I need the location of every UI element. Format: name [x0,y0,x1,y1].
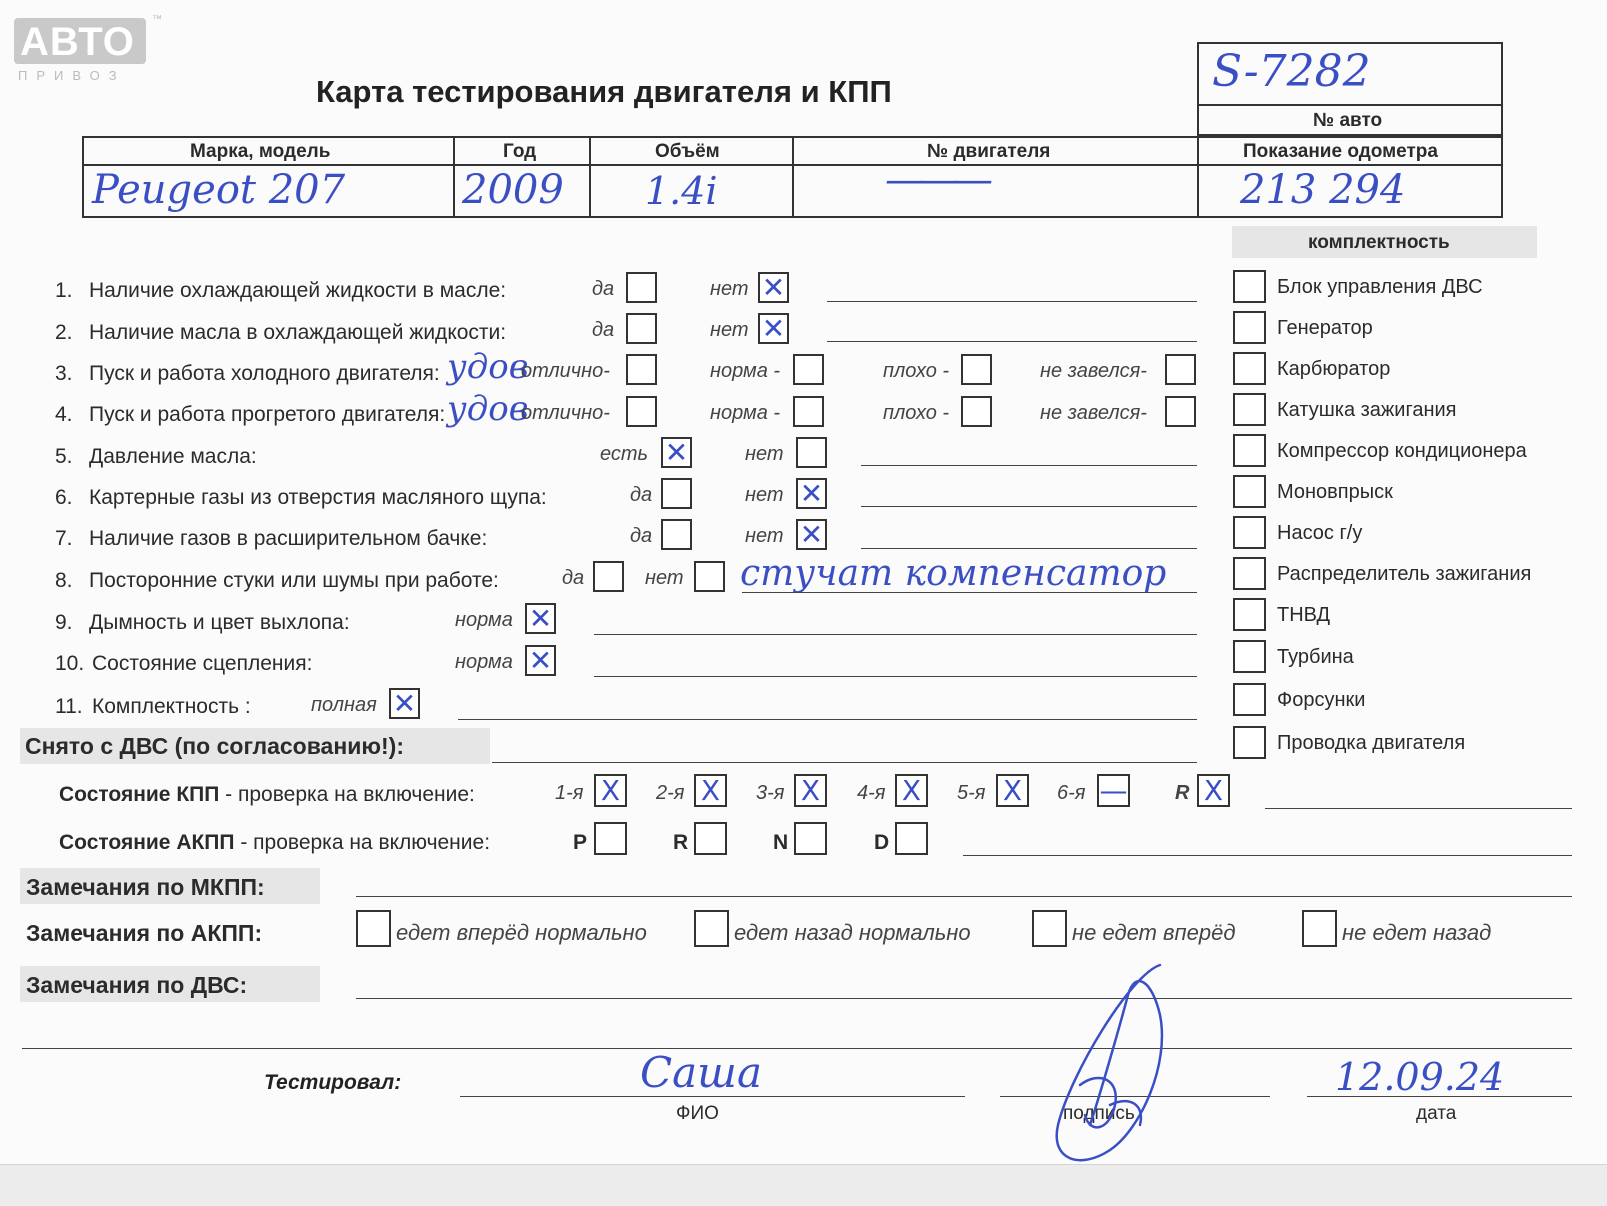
check-mark: X [700,773,721,807]
logo-brand: АВТО [20,20,135,64]
checkbox-akpp-p[interactable] [594,822,627,855]
row-label: Пуск и работа холодного двигателя: [89,362,440,385]
completeness-item: Проводка двигателя [1277,732,1466,754]
fio-line [460,1096,965,1097]
checkbox-injectors[interactable] [1233,683,1266,716]
option-no-label: нет [710,319,749,341]
option-not-started-label: не завелся- [1040,402,1147,424]
checkbox-gear-1[interactable] [594,774,627,807]
gear-label: 1-я [555,782,584,804]
remarks-mkpp-label: Замечания по МКПП: [26,874,265,900]
remarks-extra-line [22,1048,1572,1049]
row2-write-line [827,341,1197,342]
check-mark: ✕ [761,270,786,304]
date-value: 12.09.24 [1335,1055,1505,1099]
akpp-option-label: не едет вперёд [1072,920,1236,945]
completeness-item: Насос г/у [1277,522,1363,544]
row-number: 1. [55,279,73,302]
option-yes-label: есть [600,443,649,465]
checkbox-gear-2[interactable] [694,774,727,807]
row11-write-line [458,719,1197,720]
check-mark: X [1203,773,1224,807]
row-label: Наличие охлаждающей жидкости в масле: [89,279,507,302]
header-label-engine-no: № двигателя [927,141,1051,162]
option-normal-label: норма - [710,402,781,424]
check-mark: ✕ [761,311,786,345]
option-yes-label: да [592,278,615,300]
row8-handwritten-note: стучат компенсатор [740,553,1167,594]
row-number: 8. [55,569,73,592]
signature-label: подпись [1063,1103,1135,1124]
checkbox-row2-no[interactable] [758,313,789,344]
header-col-divider [453,136,455,218]
check-mark: ✕ [799,476,824,510]
row10-write-line [594,676,1197,677]
remarks-dvs-line [356,998,1572,999]
checkbox-distributor[interactable] [1233,557,1266,590]
gear-label: 3-я [756,782,785,804]
row-number: 9. [55,611,73,634]
remarks-akpp-label: Замечания по АКПП: [26,920,263,946]
checkbox-gear-4[interactable] [895,774,928,807]
gear-label: 2-я [656,782,685,804]
akpp-label [59,831,490,855]
option-normal-label: норма [455,651,513,673]
checkbox-carburetor[interactable] [1233,352,1266,385]
checkbox-row7-no[interactable] [796,519,827,550]
akpp-label-bold: Состояние АКПП [59,831,235,854]
row-label: Наличие масла в охлаждающей жидкости: [89,321,507,344]
option-excellent-label: отлично- [521,402,610,424]
checkbox-row10-normal[interactable] [525,645,556,676]
tester-name-value: Саша [640,1048,763,1097]
checkbox-akpp-no-reverse[interactable] [1302,910,1337,947]
logo [14,14,162,83]
checkbox-row11-full[interactable] [389,688,420,719]
akpp-position-label: P [573,831,588,854]
check-mark: X [800,773,821,807]
kpp-write-line [1265,808,1572,809]
completeness-item: Моновпрыск [1277,481,1393,503]
header-label-make-model: Марка, модель [190,141,331,162]
checkbox-turbine[interactable] [1233,640,1266,673]
option-no-label: нет [745,443,784,465]
akpp-label-rest: - проверка на включение: [234,831,491,854]
option-yes-label: да [630,525,653,547]
completeness-item: Блок управления ДВС [1277,276,1483,298]
checkbox-akpp-d[interactable] [895,822,928,855]
header-value-make-model: Peugeot 207 [92,167,346,213]
check-mark: ✕ [664,435,689,469]
row7-write-line [861,548,1197,549]
row-number: 2. [55,321,73,344]
checkbox-row1-yes[interactable] [626,272,657,303]
checkbox-gear-5[interactable] [996,774,1029,807]
check-mark: ✕ [528,643,553,677]
page-title: Карта тестирования двигателя и КПП [316,74,892,109]
checkbox-row4-not-started[interactable] [1165,396,1196,427]
check-mark: ✕ [392,686,417,720]
row-number: 10. [55,652,85,675]
date-label: дата [1416,1103,1457,1124]
row1-write-line [827,301,1197,302]
checkbox-akpp-no-forward[interactable] [1032,910,1067,947]
checkbox-akpp-forward-ok[interactable] [356,910,391,947]
checkbox-fuel-pump[interactable] [1233,598,1266,631]
row9-write-line [594,634,1197,635]
checkbox-power-steering-pump[interactable] [1233,516,1266,549]
row8-write-line [742,592,1197,593]
header-value-volume: 1.4i [645,169,718,213]
option-yes-label: да [630,484,653,506]
option-no-label: нет [645,567,684,589]
car-number-value: S-7282 [1212,46,1371,97]
header-col-divider [589,136,591,218]
gear-label: 6-я [1057,782,1086,804]
completeness-item: Генератор [1277,317,1373,339]
akpp-write-line [963,855,1572,856]
completeness-item: Компрессор кондиционера [1277,440,1527,462]
checkbox-row3-excellent[interactable] [626,354,657,385]
option-excellent-label: отлично- [521,360,610,382]
header-value-year: 2009 [462,167,564,213]
header-col-divider [792,136,794,218]
checkbox-row9-normal[interactable] [525,603,556,634]
header-label-odometer: Показание одометра [1243,141,1438,162]
row-label: Состояние сцепления: [92,652,313,675]
checkbox-ac-compressor[interactable] [1233,434,1266,467]
row3-handwritten-note: удов [447,347,529,387]
option-no-label: нет [710,278,749,300]
row5-write-line [861,465,1197,466]
logo-tm: ™ [152,14,162,25]
completeness-item: Катушка зажигания [1277,399,1457,421]
akpp-position-label: N [773,831,789,854]
date-line [1307,1096,1572,1097]
checkbox-gear-6[interactable] [1097,774,1130,807]
option-not-started-label: не завелся- [1040,360,1147,382]
completeness-item: Форсунки [1277,689,1366,711]
checkbox-row6-yes[interactable] [661,478,692,509]
completeness-title: комплектность [1308,232,1450,253]
check-mark: ✕ [799,517,824,551]
header-col-divider [1197,136,1199,218]
completeness-item: ТНВД [1277,604,1331,626]
header-label-volume: Объём [655,141,720,162]
completeness-item: Распределитель зажигания [1277,563,1532,585]
row-number: 3. [55,362,73,385]
checkbox-row8-no[interactable] [694,561,725,592]
check-mark: X [600,773,621,807]
option-no-label: нет [745,525,784,547]
handwritten-signature [1040,955,1200,1175]
checkbox-engine-wiring[interactable] [1233,726,1266,759]
completeness-item: Карбюратор [1277,358,1391,380]
checkbox-akpp-n[interactable] [794,822,827,855]
row4-handwritten-note: удов [447,389,529,429]
checkbox-row4-normal[interactable] [793,396,824,427]
kpp-label-bold: Состояние КПП [59,783,220,806]
checkbox-ignition-coil[interactable] [1233,393,1266,426]
checkbox-row3-normal[interactable] [793,354,824,385]
logo-sub: ПРИВОЗ [18,68,126,83]
remarks-dvs-label: Замечания по ДВС: [26,972,248,998]
akpp-option-label: едет назад нормально [734,920,971,945]
row-number: 5. [55,445,73,468]
akpp-position-label: D [874,831,890,854]
option-bad-label: плохо - [883,360,950,382]
header-label-year: Год [503,141,537,162]
fio-label: ФИО [676,1103,719,1124]
option-yes-label: да [592,319,615,341]
check-mark: — [1099,773,1128,807]
row-label: Посторонние стуки или шумы при работе: [89,569,499,592]
checkbox-gear-3[interactable] [794,774,827,807]
row-label: Комплектность : [92,695,251,718]
gear-label: 5-я [957,782,986,804]
row6-write-line [861,506,1197,507]
remarks-mkpp-line [356,896,1572,897]
row-number: 7. [55,527,73,550]
checkbox-akpp-r[interactable] [694,822,727,855]
option-normal-label: норма [455,609,513,631]
car-number-divider [1197,104,1503,106]
checkbox-row5-no[interactable] [796,437,827,468]
checkbox-row5-yes[interactable] [661,437,692,468]
header-value-odometer: 213 294 [1240,167,1406,213]
checkbox-row8-yes[interactable] [593,561,624,592]
row-label: Дымность и цвет выхлопа: [89,611,350,634]
akpp-option-label: едет вперёд нормально [396,920,647,945]
row-number: 4. [55,403,73,426]
kpp-label [59,783,475,807]
row-label: Наличие газов в расширительном бачке: [89,527,488,550]
option-yes-label: да [562,567,585,589]
header-value-engine-no: ——— [885,157,987,203]
checkbox-mono-injection[interactable] [1233,475,1266,508]
tested-by-label: Тестировал: [264,1071,402,1094]
option-full-label: полная [311,694,377,716]
checkbox-akpp-reverse-ok[interactable] [694,910,729,947]
gear-label: R [1175,782,1190,804]
row-number: 11. [55,695,83,718]
akpp-position-label: R [673,831,689,854]
row-label: Картерные газы из отверстия масляного щупа: [89,486,547,509]
checkbox-row4-bad[interactable] [961,396,992,427]
check-mark: X [1002,773,1023,807]
checkbox-row4-excellent[interactable] [626,396,657,427]
checkbox-ecu[interactable] [1233,270,1266,303]
checkbox-gear-r[interactable] [1197,774,1230,807]
row-number: 6. [55,486,73,509]
check-mark: ✕ [528,601,553,635]
check-mark: X [901,773,922,807]
car-number-label: № авто [1313,110,1383,131]
row-label: Давление масла: [89,445,257,468]
page-bottom-edge [0,1164,1607,1206]
completeness-item: Турбина [1277,646,1354,668]
gear-label: 4-я [857,782,886,804]
option-bad-label: плохо - [883,402,950,424]
checkbox-generator[interactable] [1233,311,1266,344]
option-normal-label: норма - [710,360,781,382]
row-label: Пуск и работа прогретого двигателя: [89,403,446,426]
removed-write-line [492,762,1197,763]
option-no-label: нет [745,484,784,506]
checkbox-row2-yes[interactable] [626,313,657,344]
kpp-label-rest: - проверка на включение: [219,783,475,806]
checkbox-row3-bad[interactable] [961,354,992,385]
checkbox-row7-yes[interactable] [661,519,692,550]
checkbox-row1-no[interactable] [758,272,789,303]
removed-label: Снято с ДВС (по согласованию!): [25,733,404,759]
akpp-option-label: не едет назад [1342,920,1492,945]
checkbox-row6-no[interactable] [796,478,827,509]
checkbox-row3-not-started[interactable] [1165,354,1196,385]
